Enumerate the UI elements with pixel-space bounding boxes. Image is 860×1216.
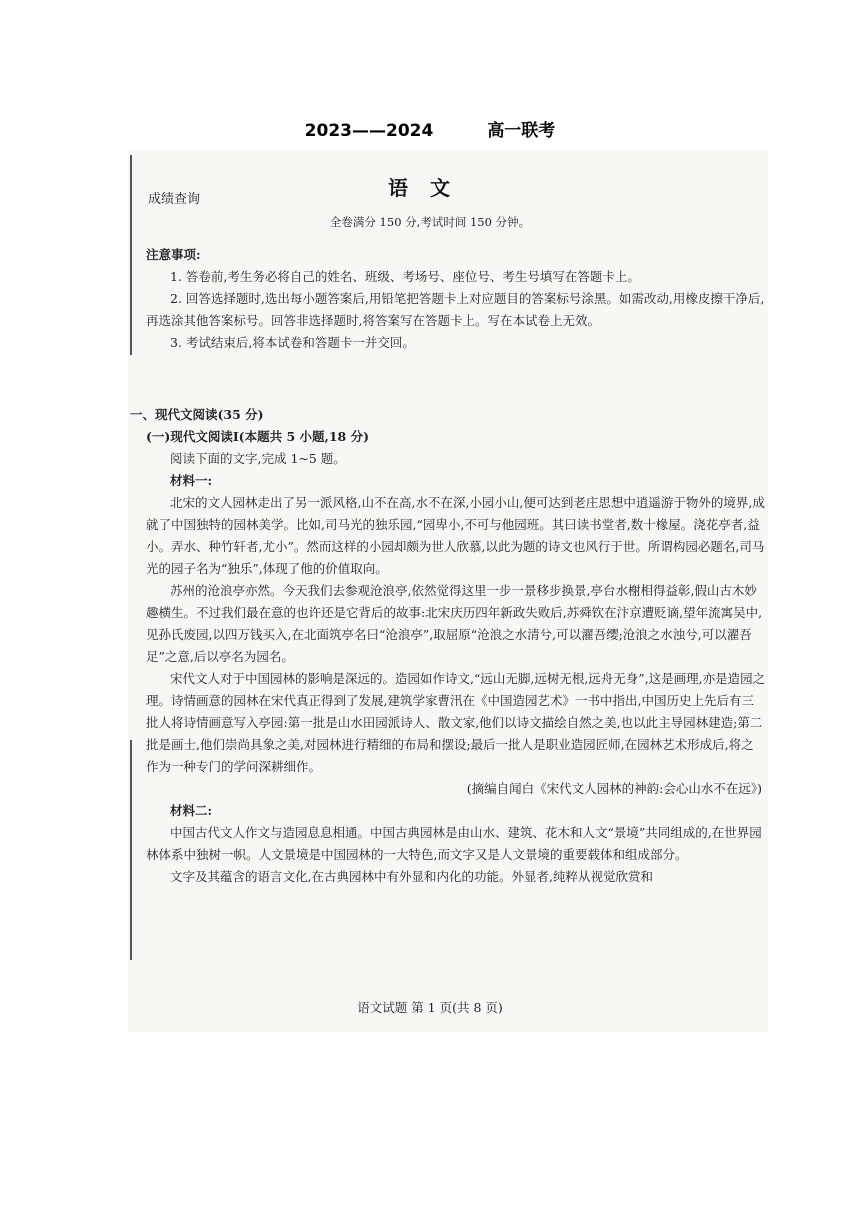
subject-title: 语文 bbox=[388, 176, 472, 200]
subsection-title: (一)现代文阅读Ⅰ(本题共 5 小题,18 分) bbox=[146, 429, 370, 444]
material1-label: 材料一: bbox=[170, 473, 213, 488]
material2-label: 材料二: bbox=[170, 803, 213, 818]
note-item: 3. 考试结束后,将本试卷和答题卡一并交回。 bbox=[170, 335, 415, 350]
margin-line bbox=[130, 740, 132, 960]
material1-paragraph: 苏州的沧浪亭亦然。今天我们去参观沧浪亭,依然觉得这里一步一景移步换景,亭台水榭相得益彰,假山古木妙趣横生。不过我们最在意的也许还是它背后的故事:北宋庆历四年新政失败后,苏舜钦在汴京遭贬谪,望年流寓吴中,见孙氏废园,以四万钱买入,在北面筑亭名曰“沧浪亭”,取屈原“沧浪之水清兮,可以濯吾缨;沧浪之水浊兮,可以濯吾足”之意,后以亭名为园名。 bbox=[146, 583, 763, 664]
material1-paragraph: 北宋的文人园林走出了另一派风格,山不在高,水不在深,小园小山,便可达到老庄思想中逍遥游于物外的境界,成就了中国独特的园林美学。比如,司马光的独乐园,“园卑小,不可与他园班。其曰读书堂者,数十椽屋。浇花亭者,益小。弄水、种竹轩者,尤小”。然而这样的小园却颇为世人欣慕,以此为题的诗文也风行于世。所谓构园必题名,司马光的园子名为“独乐”,体现了他的价值取向。 bbox=[146, 495, 765, 576]
notes-section bbox=[146, 244, 766, 354]
exam-name: 高一联考 bbox=[487, 121, 556, 141]
note-item: 2. 回答选择题时,选出每小题答案后,用铅笔把答题卡上对应题目的答案标号涂黑。如需改动,用橡皮擦干净后,再选涂其他答案标号。回答非选择题时,将答案写在答题卡上。写在本试卷上无效。 bbox=[146, 291, 765, 328]
exam-info: 全卷满分 150 分,考试时间 150 分钟。 bbox=[329, 215, 531, 229]
exam-header bbox=[0, 116, 860, 141]
instruction: 阅读下面的文字,完成 1~5 题。 bbox=[170, 451, 346, 466]
section-reading bbox=[130, 404, 766, 888]
material2-paragraph: 文字及其蕴含的语言文化,在古典园林中有外显和内化的功能。外显者,纯粹从视觉欣赏和 bbox=[170, 869, 653, 884]
note-item: 1. 答卷前,考生务必将自己的姓名、班级、考场号、座位号、考生号填写在答题卡上。 bbox=[170, 269, 640, 284]
material1-source: (摘编自闻白《宋代文人园林的神韵:会心山水不在远》) bbox=[466, 781, 762, 796]
material2-paragraph: 中国古代文人作文与造园息息相通。中国古典园林是由山水、建筑、花木和人文“景境”共同组成的,在世界园林体系中独树一帜。人文景境是中国园林的一大特色,而文字又是人文景境的重要载体和组成部分。 bbox=[146, 825, 762, 862]
notes-title: 注意事项: bbox=[146, 247, 201, 262]
page-footer: 语文试题 第 1 页(共 8 页) bbox=[357, 1000, 503, 1015]
exam-year: 2023——2024 bbox=[304, 121, 434, 141]
section-title: 一、现代文阅读(35 分) bbox=[130, 407, 264, 422]
material1-paragraph: 宋代文人对于中国园林的影响是深远的。造园如作诗文,“远山无脚,远树无根,远舟无身”,这是画理,亦是造园之理。诗情画意的园林在宋代真正得到了发展,建筑学家曹汛在《中国造园艺术》一书中指出,中国历史上先后有三批人将诗情画意写入亭园:第一批是山水田园派诗人、散文家,他们以诗文描绘自然之美,也以此主导园林建造;第二批是画士,他们崇尚具象之美,对园林进行精细的布局和摆设;最后一批人是职业造园匠师,在园林艺术形成后,将之作为一种专门的学问深耕细作。 bbox=[146, 671, 766, 774]
score-query-link[interactable]: 成绩查询 bbox=[148, 192, 201, 207]
